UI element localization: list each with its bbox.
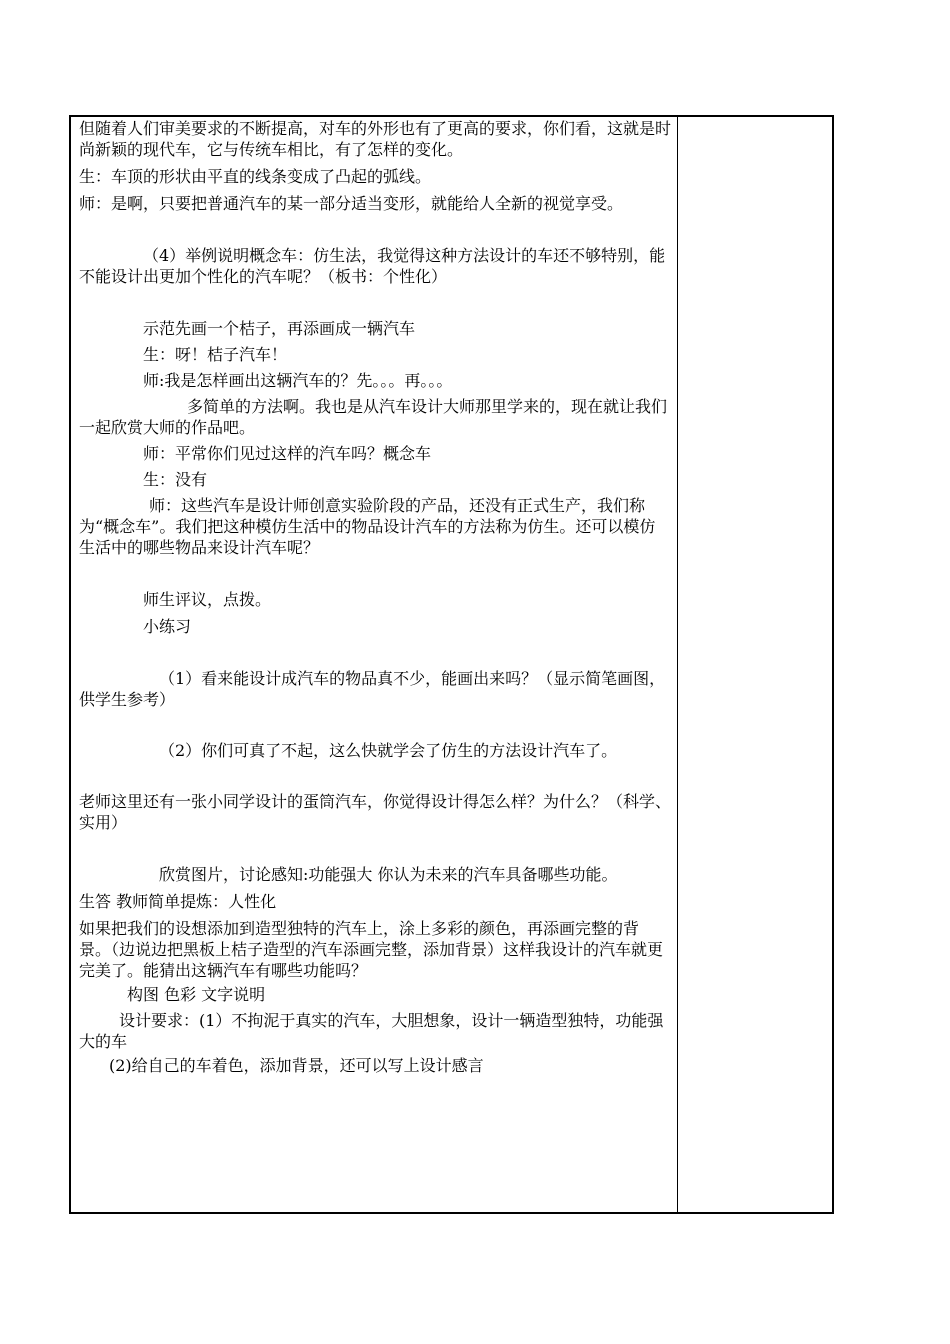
paragraph: （2）你们可真了不起，这么快就学会了仿生的方法设计汽车了。 (159, 741, 618, 760)
paragraph: 师:我是怎样画出这辆汽车的？先。。。再。。。 (143, 371, 453, 390)
paragraph: 如果把我们的设想添加到造型独特的汽车上，涂上多彩的颜色，再添画完整的背景。（边说边把黑板上桔子造型的汽车添画完整，添加背景）这样我设计的汽车就更完美了。能猜出这辆汽车有哪些功能吗？ (79, 919, 664, 980)
paragraph: 构图 色彩 文字说明 (127, 985, 266, 1004)
column-divider (677, 115, 678, 1214)
paragraph: 师：是啊，只要把普通汽车的某一部分适当变形，就能给人全新的视觉享受。 (79, 194, 624, 213)
paragraph: 设计要求：(1）不拘泥于真实的汽车，大胆想象，设计一辆造型独特，功能强大的车 (79, 1011, 664, 1051)
paragraph: (2)给自己的车着色，添加背景，还可以写上设计感言 (109, 1056, 484, 1075)
lesson-content-cell (79, 118, 671, 1076)
paragraph: 生：呀！桔子汽车！ (143, 345, 288, 364)
paragraph: 但随着人们审美要求的不断提高，对车的外形也有了更高的要求，你们看，这就是时尚新颖的现代车，它与传统车相比，有了怎样的变化。 (79, 119, 672, 159)
paragraph: 师：平常你们见过这样的汽车吗？概念车 (143, 444, 432, 463)
paragraph: 生答 教师简单提炼：人性化 (79, 892, 277, 911)
paragraph: 生：没有 (143, 470, 208, 489)
paragraph: 示范先画一个桔子，再添画成一辆汽车 (143, 319, 416, 338)
paragraph: 生：车顶的形状由平直的线条变成了凸起的弧线。 (79, 167, 432, 186)
notes-cell (679, 117, 832, 1212)
paragraph: 多简单的方法啊。我也是从汽车设计大师那里学来的，现在就让我们一起欣赏大师的作品吧。 (79, 397, 668, 437)
paragraph: 师生评议，点拨。 (143, 590, 272, 609)
paragraph: 欣赏图片，讨论感知:功能强大 你认为未来的汽车具备哪些功能。 (159, 865, 618, 884)
paragraph: （1）看来能设计成汽车的物品真不少，能画出来吗？（显示简笔画图，供学生参考） (79, 669, 666, 709)
paragraph: 师：这些汽车是设计师创意实验阶段的产品，还没有正式生产，我们称为“概念车”。我们把这种模仿生活中的物品设计汽车的方法称为仿生。还可以模仿生活中的哪些物品来设计汽车呢？ (79, 496, 656, 557)
paragraph: 小练习 (143, 617, 192, 636)
paragraph: （4）举例说明概念车：仿生法，我觉得这种方法设计的车还不够特别，能不能设计出更加个性化的汽车呢？（板书：个性化） (79, 246, 666, 286)
paragraph: 老师这里还有一张小同学设计的蛋筒汽车，你觉得设计得怎么样？为什么？（科学、实用） (79, 792, 672, 832)
